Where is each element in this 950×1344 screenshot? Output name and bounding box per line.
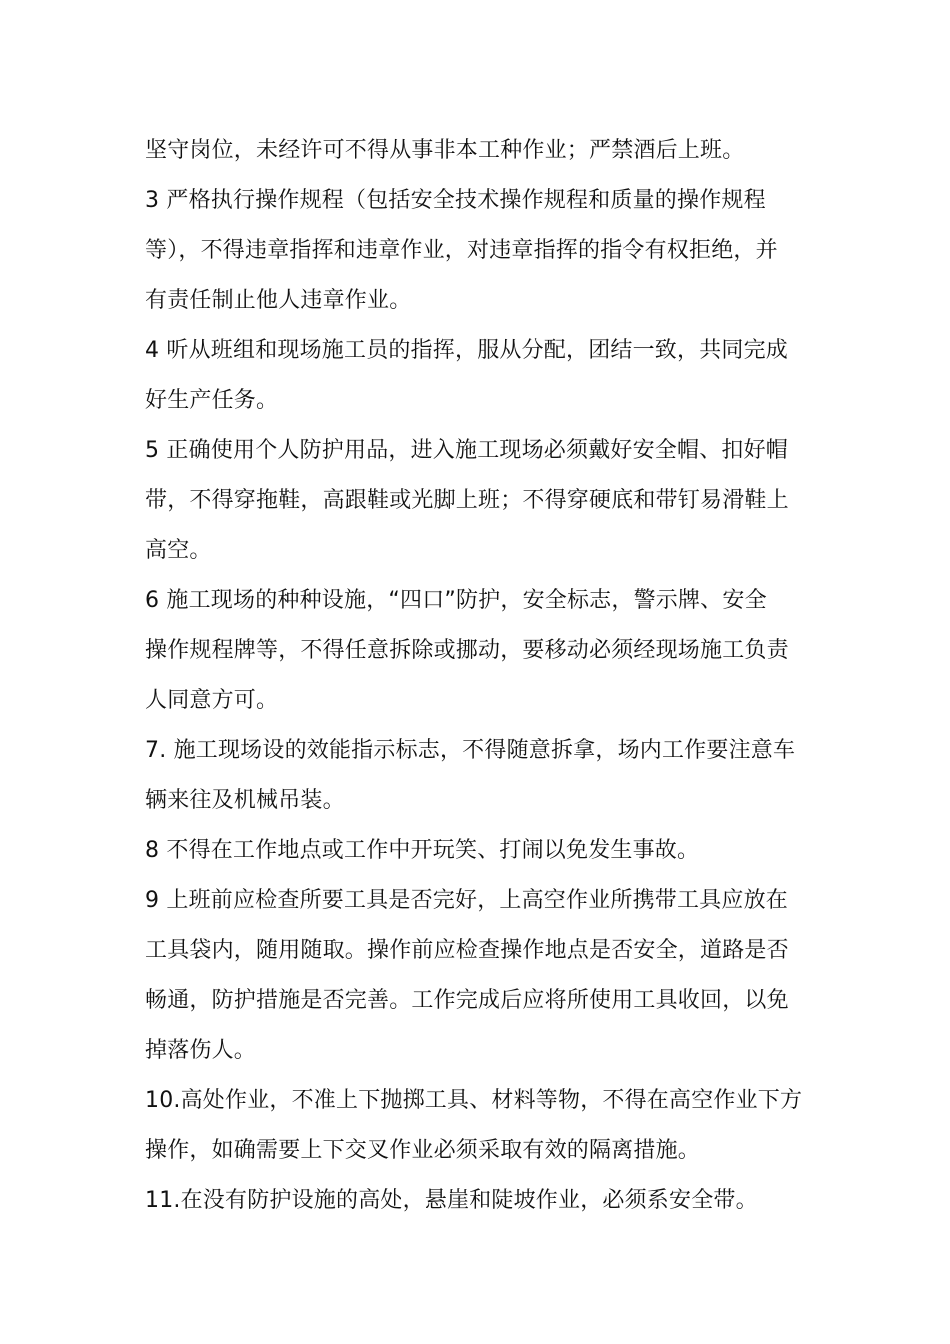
text-line: 操作，如确需要上下交叉作业必须采取有效的隔离措施。 — [145, 1138, 701, 1163]
document-body — [145, 126, 810, 1226]
text-line: 7. 施工现场设的效能指示标志，不得随意拆拿，场内工作要注意车 — [145, 738, 796, 763]
text-line: 6 施工现场的种种设施，“四口”防护，安全标志，警示牌、安全 — [145, 588, 767, 613]
text-line: 好生产任务。 — [145, 388, 279, 413]
text-line: 11.在没有防护设施的高处，悬崖和陡坡作业，必须系安全带。 — [145, 1188, 758, 1213]
text-line: 操作规程牌等，不得任意拆除或挪动，要移动必须经现场施工负责 — [145, 638, 789, 663]
text-line: 人同意方可。 — [145, 688, 279, 713]
text-line: 辆来往及机械吊装。 — [145, 788, 345, 813]
text-line: 掉落伤人。 — [145, 1038, 257, 1063]
text-line: 带，不得穿拖鞋，高跟鞋或光脚上班；不得穿硬底和带钉易滑鞋上 — [145, 488, 789, 513]
text-line: 等），不得违章指挥和违章作业，对违章指挥的指令有权拒绝，并 — [145, 238, 778, 263]
text-line: 坚守岗位，未经许可不得从事非本工种作业；严禁酒后上班。 — [145, 138, 745, 163]
text-line: 10.高处作业，不准上下抛掷工具、材料等物，不得在高空作业下方 — [145, 1088, 803, 1113]
text-line: 畅通，防护措施是否完善。工作完成后应将所使用工具收回，以免 — [145, 988, 789, 1013]
text-line: 3 严格执行操作规程（包括安全技术操作规程和质量的操作规程 — [145, 188, 766, 213]
text-line: 5 正确使用个人防护用品，进入施工现场必须戴好安全帽、扣好帽 — [145, 438, 788, 463]
text-line: 工具袋内，随用随取。操作前应检查操作地点是否安全，道路是否 — [145, 938, 789, 963]
text-line: 8 不得在工作地点或工作中开玩笑、打闹以免发生事故。 — [145, 838, 700, 863]
text-line: 有责任制止他人违章作业。 — [145, 288, 412, 313]
text-line: 9 上班前应检查所要工具是否完好，上高空作业所携带工具应放在 — [145, 888, 788, 913]
text-line: 4 听从班组和现场施工员的指挥，服从分配，团结一致，共同完成 — [145, 338, 788, 363]
text-line: 高空。 — [145, 538, 212, 563]
